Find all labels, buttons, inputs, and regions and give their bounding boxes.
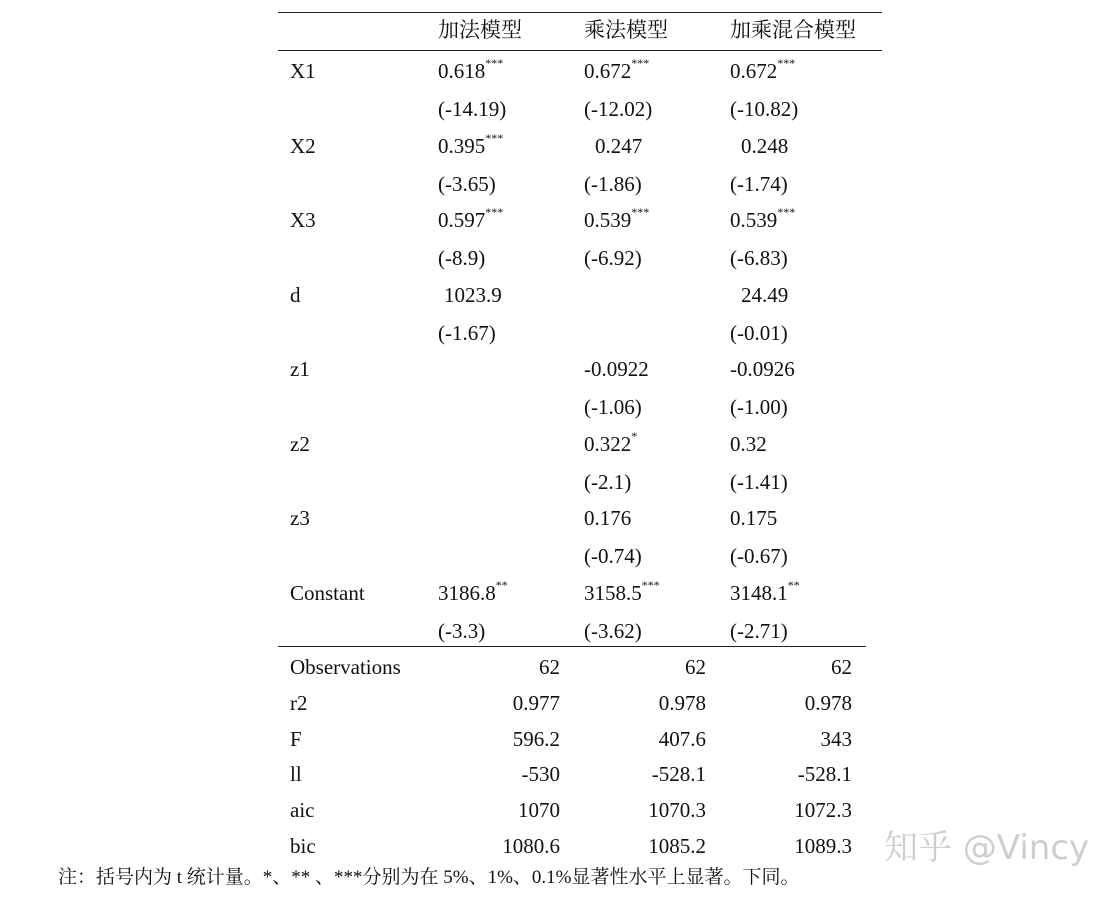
coef-cell (730, 432, 767, 456)
significance-stars: *** (485, 130, 504, 145)
coef-value: 0.672 (584, 59, 632, 83)
column-header: 乘法模型 (584, 18, 668, 42)
row-label: z2 (290, 431, 310, 456)
column-header: 加法模型 (438, 18, 522, 42)
coef-value: 24.49 (741, 282, 789, 307)
coef-cell (741, 283, 788, 307)
coef-cell (584, 428, 638, 456)
t-stat-cell: (-0.01) (730, 320, 788, 345)
coef-cell (730, 577, 800, 605)
t-stat-cell: (-1.67) (438, 320, 496, 345)
t-stat-cell: (-1.86) (584, 171, 642, 196)
coef-cell (584, 56, 650, 83)
t-stat-cell: (-6.92) (584, 246, 642, 270)
coef-cell (444, 283, 502, 307)
t-stat-cell: (-2.71) (730, 618, 788, 643)
column-header: 加乘混合模型 (730, 18, 856, 42)
coef-value: 0.176 (584, 506, 632, 530)
stat-value: 1070.3 (648, 798, 706, 823)
coef-value: 3148.1 (730, 580, 788, 605)
coef-cell (438, 577, 508, 605)
coef-value: 0.247 (595, 133, 643, 158)
stat-value: 343 (820, 726, 852, 751)
t-stat-cell: (-1.74) (730, 171, 788, 196)
mid-rule (278, 646, 866, 647)
t-stat-cell: (-6.83) (730, 246, 788, 270)
significance-stars: *** (485, 205, 504, 219)
row-label: X2 (290, 133, 316, 158)
row-label: d (290, 282, 301, 307)
stat-value: -528.1 (797, 762, 852, 787)
coef-value: 3186.8 (438, 580, 496, 605)
coef-cell (584, 357, 649, 381)
coef-value: 0.539 (584, 208, 632, 232)
stat-label: Observations (290, 655, 401, 679)
significance-stars: *** (777, 56, 796, 70)
stat-value: 1085.2 (648, 834, 706, 858)
t-stat-cell: (-12.02) (584, 97, 653, 121)
t-stat-cell: (-3.65) (438, 171, 496, 196)
significance-stars: *** (777, 205, 796, 219)
table-note: 注：括号内为 t 统计量。*、** 、***分别为在 5%、1%、0.1%显著性水平上显著。下同。 (58, 867, 800, 888)
t-stat-cell: (-8.9) (438, 246, 486, 270)
stat-value: -530 (521, 762, 560, 787)
coef-value: 0.618 (438, 59, 486, 83)
stat-value: -528.1 (651, 762, 706, 787)
coef-value: -0.0922 (584, 357, 649, 381)
significance-stars: *** (641, 577, 660, 592)
row-label: z1 (290, 357, 310, 381)
row-label: Constant (290, 580, 365, 605)
coef-value: 3158.5 (584, 580, 642, 605)
t-stat-cell: (-10.82) (730, 97, 799, 121)
row-label: z3 (290, 506, 310, 530)
coef-value: 0.248 (741, 133, 789, 158)
coef-cell (438, 205, 504, 232)
stat-value: 1089.3 (794, 834, 852, 858)
top-rule (278, 12, 882, 13)
coef-cell (730, 56, 796, 83)
coef-cell (584, 577, 660, 605)
t-stat-cell: (-1.41) (730, 469, 788, 494)
coef-value: 0.672 (730, 59, 778, 83)
row-label: X1 (290, 59, 316, 83)
stat-value: 0.978 (804, 690, 852, 715)
stat-value: 596.2 (512, 726, 560, 751)
t-stat-cell: (-14.19) (438, 97, 507, 121)
coef-cell (438, 56, 504, 83)
stat-value: 1072.3 (794, 798, 852, 823)
coef-cell (741, 134, 788, 158)
stat-value: 62 (539, 655, 560, 679)
t-stat-cell: (-0.74) (584, 544, 642, 568)
coef-cell (584, 506, 631, 530)
stat-value: 62 (831, 655, 852, 679)
coef-value: 1023.9 (444, 282, 502, 307)
stat-value: 1070 (518, 798, 560, 823)
coef-cell (438, 130, 504, 158)
t-stat-cell: (-2.1) (584, 469, 632, 494)
significance-stars: *** (631, 56, 650, 70)
stat-value: 1080.6 (502, 834, 560, 858)
significance-stars: *** (631, 205, 650, 219)
coef-value: 0.175 (730, 506, 778, 530)
stat-label: F (290, 726, 302, 751)
t-stat-cell: (-0.67) (730, 544, 788, 568)
coef-value: 0.539 (730, 208, 778, 232)
zhihu-watermark: 知乎 @Vincy (884, 828, 1090, 868)
t-stat-cell: (-1.06) (584, 395, 642, 419)
stat-label: aic (290, 798, 315, 823)
coef-cell (584, 205, 650, 232)
significance-stars: ** (787, 577, 800, 592)
coef-cell (730, 205, 796, 232)
stat-value: 407.6 (658, 726, 706, 751)
coef-value: 0.395 (438, 133, 486, 158)
coef-value: 0.322 (584, 431, 632, 456)
stat-label: ll (290, 762, 302, 787)
coef-cell (730, 506, 777, 530)
coef-value: -0.0926 (730, 357, 795, 381)
stat-value: 0.978 (658, 690, 706, 715)
t-stat-cell: (-3.3) (438, 618, 486, 643)
t-stat-cell: (-1.00) (730, 395, 788, 419)
stat-label: r2 (290, 690, 308, 715)
stat-value: 0.977 (512, 690, 560, 715)
row-label: X3 (290, 208, 316, 232)
header-rule (278, 50, 882, 51)
significance-stars: *** (485, 56, 504, 70)
coef-cell (595, 134, 642, 158)
coef-value: 0.32 (730, 431, 767, 456)
t-stat-cell: (-3.62) (584, 618, 642, 643)
significance-stars: ** (495, 577, 508, 592)
stat-label: bic (290, 834, 316, 858)
coef-cell (730, 357, 795, 381)
significance-stars: * (631, 428, 638, 443)
coef-value: 0.597 (438, 208, 486, 232)
stat-value: 62 (685, 655, 706, 679)
